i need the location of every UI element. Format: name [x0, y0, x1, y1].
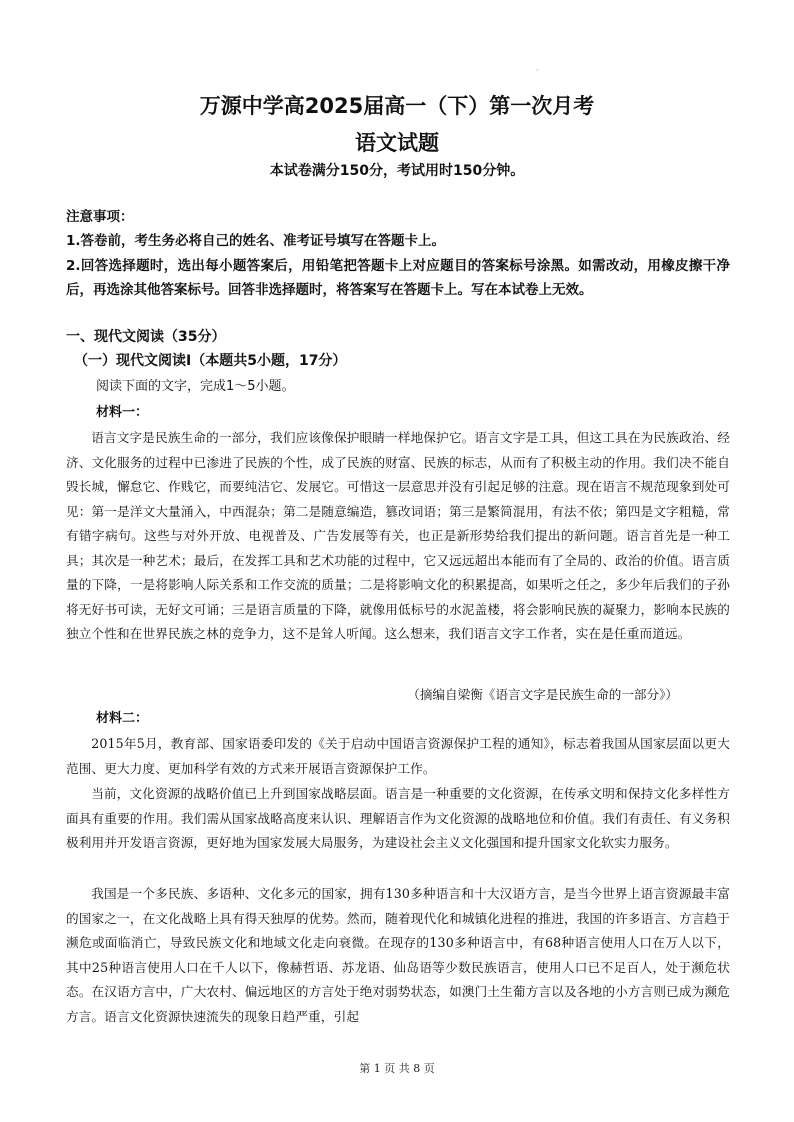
section-title: 一、现代文阅读（35分）	[66, 329, 226, 345]
material-1-label: 材料一：	[96, 405, 149, 420]
exam-info: 本试卷满分150分，考试用时150分钟。	[269, 163, 525, 179]
material-2-para-2: 当前，文化资源的战略价值已上升到国家战略层面。语言是一种重要的文化资源，在传承文明和保持文化多样性方面具有重要的作用。我们需从国家战略高度来认识、理解语言作为文化资源的战略地位和价值。我们有责任、有义务积极利用并开发语言资源，更好地为国家发展大局服务，为建设社会主义文化强国和提升国家文化软实力服务。	[66, 786, 730, 850]
material-1-source: （摘编自梁衡《语言文字是民族生命的一部分》）	[407, 687, 678, 702]
material-1-text: 语言文字是民族生命的一部分，我们应该像保护眼睛一样地保护它。语言文字是工具，但这工具在为民族政治、经济、文化服务的过程中已渗进了民族的个性，成了民族的财富、民族的标志，从而有了积极主动的作用。我们决不能自毁长城，懈怠它、作贱它，而要纯洁它、发展它。可惜这一层意思并没有引起足够的注意。现在语言不规范现象到处可见：第一是洋文大量涌入，中西混杂；第二是随意编造，篡改词语；第三是繁简混用，有法不依；第四是文字粗糙，常有错字病句。这些与对外开放、电视普及、广告发展等有关，也正是新形势给我们提出的新问题。语言首先是一种工具；其次是一种艺术；最后，在发挥工具和艺术功能的过程中，它又远远超出本能而有了全局的、政治的价值。语言质量的下降，一是将影响人际关系和工作交流的质量；二是将影响文化的积累提高，如果听之任之，多少年后我们的子孙将无好书可读，无好文可诵；三是语言质量的下降，就像用低标号的水泥盖楼，将会影响民族的凝聚力，影响本民族的独立个性和在世界民族之林的竞争力，这不是耸人听闻。这么想来，我们语言文字工作者，实在是任重而道远。	[66, 430, 730, 641]
section-subtitle: （一）现代文阅读Ⅰ（本题共5小题，17分）	[74, 353, 347, 369]
notice-item-2: 2.回答选择题时，选出每小题答案后，用铅笔把答题卡上对应题目的答案标号涂黑。如需改动，用橡皮擦干净后，再选涂其他答案标号。回答非选择题时，将答案写在答题卡上。写在本试卷上无效。	[66, 258, 730, 298]
section-intro: 阅读下面的文字，完成1～5小题。	[96, 379, 295, 394]
notice-item-2-wrap	[66, 254, 730, 302]
notice-heading: 注意事项：	[66, 209, 134, 225]
notice-item-1: 1.答卷前，考生务必将自己的姓名、准考证号填写在答题卡上。	[66, 233, 446, 249]
material-2-para-3: 我国是一个多民族、多语种、文化多元的国家，拥有130多种语言和十大汉语方言，是当今世界上语言资源最丰富的国家之一，在文化战略上具有得天独厚的优势。然而，随着现代化和城镇化进程的推进，我国的许多语言、方言趋于濒危或面临消亡，导致民族文化和地域文化走向衰微。在现存的130多种语言中，有68种语言使用人口在万人以下，其中25种语言使用人口在千人以下，像赫哲语、苏龙语、仙岛语等少数民族语言，使用人口已不足百人，处于濒危状态。在汉语方言中，广大农村、偏远地区的方言处于绝对弱势状态，如澳门土生葡方言以及各地的小方言则已成为濒危方言。语言文化资源快速流失的现象日趋严重，引起	[66, 886, 730, 1024]
scan-dot: ·	[536, 66, 539, 75]
material-2-label: 材料二：	[96, 711, 149, 726]
exam-title: 万源中学高2025届高一（下）第一次月考	[199, 94, 595, 118]
material-2-para-1: 2015年5月，教育部、国家语委印发的《关于启动中国语言资源保护工程的通知》，标志着我国从国家层面以更大范围、更大力度、更加科学有效的方式来开展语言资源保护工作。	[66, 736, 730, 776]
page-number: 第 1 页 共 8 页	[359, 1062, 435, 1075]
exam-subject: 语文试题	[355, 131, 439, 155]
